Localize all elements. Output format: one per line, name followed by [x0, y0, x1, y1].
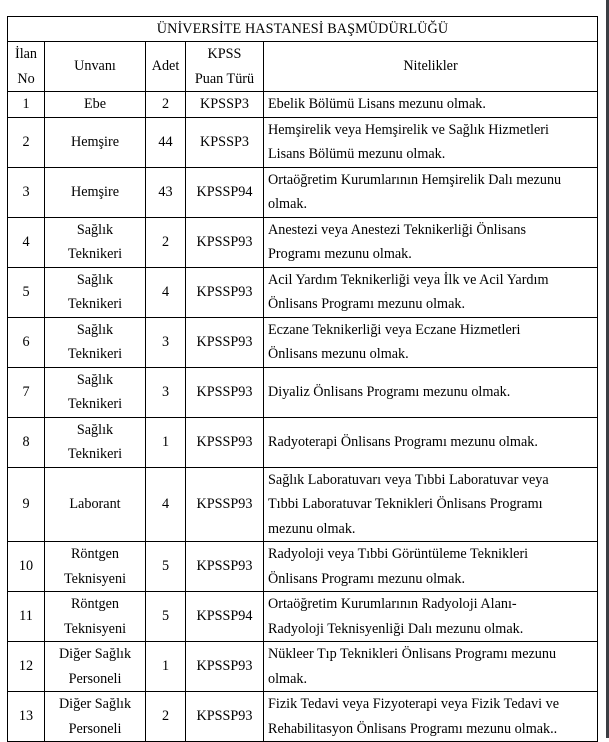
cell-ilan-no: 11: [8, 592, 45, 642]
cell-puan-turu: KPSSP93: [186, 267, 264, 317]
cell-unvani: [45, 92, 146, 118]
table-row: [8, 217, 598, 267]
cell-unvani-line: Sağlık: [76, 221, 114, 238]
cell-adet: 43: [146, 167, 186, 217]
table-row: [8, 642, 598, 692]
header-row: [8, 42, 598, 92]
cell-ilan-no: 2: [8, 117, 45, 167]
cell-puan-turu: KPSSP93: [186, 692, 264, 742]
job-listings-table: [7, 16, 598, 742]
cell-ilan-no: 1: [8, 92, 45, 118]
cell-nitelikler-line: Önlisans Programı mezunu olmak.: [268, 296, 466, 312]
cell-adet: 1: [146, 417, 186, 467]
cell-unvani-line: Teknikeri: [67, 396, 123, 412]
cell-unvani-line: Laborant: [69, 496, 121, 512]
cell-unvani-line: Teknikeri: [67, 346, 123, 362]
table-row: [8, 417, 598, 467]
cell-unvani-line: Teknisyeni: [63, 570, 127, 587]
cell-puan-turu: KPSSP93: [186, 217, 264, 267]
cell-nitelikler: [264, 117, 598, 167]
cell-nitelikler: [264, 217, 598, 267]
cell-unvani-line: Sağlık: [76, 271, 114, 288]
cell-adet: 3: [146, 317, 186, 367]
header-ilan-no-line: İlan: [14, 46, 38, 62]
cell-nitelikler: [264, 417, 598, 467]
cell-unvani-line: Röntgen: [70, 596, 120, 612]
header-ilan-no-line: No: [17, 70, 35, 87]
cell-nitelikler: [264, 317, 598, 367]
header-unvani: Unvanı: [45, 42, 146, 92]
cell-adet: 44: [146, 117, 186, 167]
header-adet: Adet: [146, 42, 186, 92]
cell-nitelikler-line: Önlisans mezunu olmak.: [268, 346, 409, 362]
table-row: [8, 467, 598, 542]
table-row: [8, 542, 598, 592]
cell-ilan-no: 7: [8, 367, 45, 417]
cell-unvani: [45, 367, 146, 417]
cell-adet: 4: [146, 267, 186, 317]
cell-unvani-line: Personeli: [68, 720, 122, 737]
cell-nitelikler-line: olmak.: [268, 670, 308, 687]
cell-unvani: [45, 467, 146, 542]
cell-nitelikler-line: Lisans Bölümü mezunu olmak.: [268, 146, 446, 162]
cell-nitelikler-line: Sağlık Laboratuvarı veya Tıbbi Laboratuvar veya: [268, 471, 549, 488]
cell-unvani-line: Hemşire: [70, 183, 120, 200]
cell-nitelikler: [264, 692, 598, 742]
cell-unvani: [45, 592, 146, 642]
cell-unvani-line: Teknikeri: [67, 296, 123, 312]
cell-puan-turu: KPSSP93: [186, 542, 264, 592]
header-ilan-no: [8, 42, 45, 92]
cell-nitelikler-line: Ortaöğretim Kurumlarının Radyoloji Alanı-: [268, 596, 517, 612]
cell-puan-turu: KPSSP94: [186, 592, 264, 642]
cell-unvani: [45, 217, 146, 267]
cell-puan-turu: KPSSP93: [186, 417, 264, 467]
table-row: [8, 267, 598, 317]
table-row: [8, 92, 598, 118]
cell-nitelikler-line: Radyoloji veya Tıbbi Görüntüleme Teknikleri: [268, 546, 529, 562]
cell-puan-turu: KPSSP3: [186, 117, 264, 167]
cell-ilan-no: 9: [8, 467, 45, 542]
cell-puan-turu: KPSSP3: [186, 92, 264, 118]
cell-nitelikler-line: Hemşirelik veya Hemşirelik ve Sağlık Hizmetleri: [268, 121, 549, 138]
table-row: [8, 592, 598, 642]
header-kpss-line: KPSS: [207, 46, 242, 62]
cell-ilan-no: 3: [8, 167, 45, 217]
cell-nitelikler-line: Radyoterapi Önlisans Programı mezunu olmak.: [268, 433, 538, 450]
cell-nitelikler: [264, 592, 598, 642]
cell-puan-turu: KPSSP93: [186, 367, 264, 417]
cell-nitelikler: [264, 267, 598, 317]
cell-adet: 5: [146, 542, 186, 592]
cell-nitelikler-line: Rehabilitasyon Önlisans Programı mezunu olmak..: [268, 720, 558, 737]
header-kpss-puan-turu: [186, 42, 264, 92]
cell-nitelikler: [264, 167, 598, 217]
cell-nitelikler-line: Programı mezunu olmak.: [268, 246, 412, 262]
cell-adet: 2: [146, 92, 186, 118]
header-nitelikler: Nitelikler: [264, 42, 598, 92]
table-row: [8, 117, 598, 167]
cell-unvani: [45, 167, 146, 217]
cell-unvani: [45, 317, 146, 367]
cell-ilan-no: 10: [8, 542, 45, 592]
cell-ilan-no: 6: [8, 317, 45, 367]
cell-ilan-no: 12: [8, 642, 45, 692]
cell-nitelikler-line: Ebelik Bölümü Lisans mezunu olmak.: [268, 96, 486, 112]
cell-unvani-line: Hemşire: [70, 133, 120, 150]
cell-unvani: [45, 417, 146, 467]
cell-unvani-line: Sağlık: [76, 421, 114, 438]
cell-nitelikler-line: Nükleer Tıp Teknikleri Önlisans Programı mezunu: [268, 646, 557, 662]
cell-adet: 3: [146, 367, 186, 417]
cell-adet: 4: [146, 467, 186, 542]
table-row: [8, 367, 598, 417]
cell-adet: 2: [146, 217, 186, 267]
cell-puan-turu: KPSSP94: [186, 167, 264, 217]
cell-nitelikler-line: Önlisans Programı mezunu olmak.: [268, 570, 466, 587]
cell-unvani-line: Diğer Sağlık: [58, 696, 132, 712]
cell-nitelikler-line: Radyoloji Teknisyenliği Dalı mezunu olmak.: [268, 620, 524, 637]
cell-unvani-line: Sağlık: [76, 371, 114, 388]
cell-unvani-line: Sağlık: [76, 321, 114, 338]
cell-nitelikler-line: Fizik Tedavi veya Fizyoterapi veya Fizik Tedavi ve: [268, 696, 560, 712]
cell-unvani-line: Teknikeri: [67, 446, 123, 462]
cell-nitelikler-line: Tıbbi Laboratuvar Teknikleri Önlisans Programı: [268, 496, 543, 512]
cell-nitelikler: [264, 367, 598, 417]
cell-nitelikler-line: olmak.: [268, 196, 308, 212]
cell-nitelikler: [264, 92, 598, 118]
cell-nitelikler-line: mezunu olmak.: [268, 520, 356, 537]
cell-nitelikler: [264, 467, 598, 542]
cell-ilan-no: 4: [8, 217, 45, 267]
cell-unvani-line: Teknisyeni: [63, 620, 127, 637]
cell-unvani: [45, 642, 146, 692]
table-row: [8, 317, 598, 367]
cell-nitelikler-line: Anestezi veya Anestezi Teknikerliği Önlisans: [268, 221, 526, 238]
header-kpss-line: Puan Türü: [194, 70, 255, 87]
cell-adet: 5: [146, 592, 186, 642]
table-row: [8, 167, 598, 217]
table-row: [8, 692, 598, 742]
table-title-row: [8, 17, 598, 42]
cell-nitelikler: [264, 542, 598, 592]
cell-unvani-line: Teknikeri: [67, 246, 123, 262]
cell-ilan-no: 5: [8, 267, 45, 317]
cell-puan-turu: KPSSP93: [186, 317, 264, 367]
cell-puan-turu: KPSSP93: [186, 467, 264, 542]
cell-unvani: [45, 692, 146, 742]
cell-ilan-no: 8: [8, 417, 45, 467]
cell-nitelikler-line: Ortaöğretim Kurumlarının Hemşirelik Dalı mezunu: [268, 171, 562, 188]
cell-ilan-no: 13: [8, 692, 45, 742]
cell-unvani: [45, 117, 146, 167]
cell-nitelikler-line: Acil Yardım Teknikerliği veya İlk ve Acil Yardım: [268, 271, 549, 288]
cell-unvani-line: Personeli: [68, 670, 122, 687]
cell-nitelikler-line: Diyaliz Önlisans Programı mezunu olmak.: [268, 383, 511, 400]
cell-unvani-line: Röntgen: [70, 546, 120, 562]
cell-unvani-line: Diğer Sağlık: [58, 646, 132, 662]
cell-nitelikler: [264, 642, 598, 692]
cell-adet: 1: [146, 642, 186, 692]
table-title: ÜNİVERSİTE HASTANESİ BAŞMÜDÜRLÜĞÜ: [8, 17, 598, 42]
cell-unvani-line: Ebe: [83, 96, 107, 112]
cell-nitelikler-line: Eczane Teknikerliği veya Eczane Hizmetleri: [268, 321, 521, 338]
cell-adet: 2: [146, 692, 186, 742]
cell-unvani: [45, 267, 146, 317]
cell-unvani: [45, 542, 146, 592]
cell-puan-turu: KPSSP93: [186, 642, 264, 692]
